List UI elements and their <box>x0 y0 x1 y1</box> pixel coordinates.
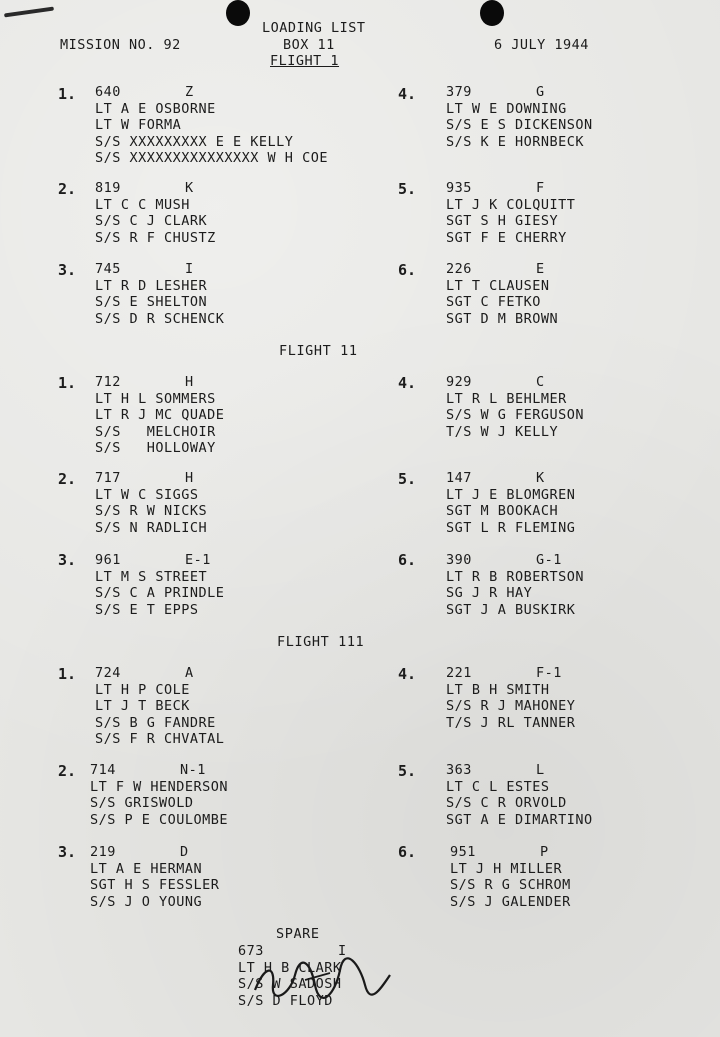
crew-member: S/S W SADOSH <box>238 976 342 992</box>
crew-member: S/S C R ORVOLD <box>446 795 567 811</box>
plane-letter: G-1 <box>536 552 562 568</box>
crew-number: 5. <box>398 762 417 780</box>
crew-member: SGT S H GIESY <box>446 213 559 229</box>
crew-member: T/S J RL TANNER <box>446 714 576 731</box>
plane-number: 219 <box>90 844 116 860</box>
plane-number: 226 <box>446 261 472 277</box>
crew-member: LT R D LESHER <box>95 277 208 294</box>
crew-member: LT H P COLE <box>95 681 190 698</box>
crew-member: S/S W G FERGUSON <box>446 407 585 423</box>
crew-member: LT W C SIGGS <box>95 486 199 503</box>
crew-number: 3. <box>58 261 77 279</box>
mission-number: MISSION NO. 92 <box>60 37 181 53</box>
crew-number: 1. <box>58 665 77 683</box>
crew-member: S/S N RADLICH <box>95 519 208 536</box>
flight-heading-3: FLIGHT 111 <box>277 634 365 650</box>
crew-member: S/S F R CHVATAL <box>95 731 225 747</box>
crew-member: SGT H S FESSLER <box>90 877 220 893</box>
crew-number: 6. <box>398 843 417 861</box>
crew-number: 2. <box>58 470 77 488</box>
crew-block <box>95 665 224 748</box>
crew-member: LT R B ROBERTSON <box>446 568 585 585</box>
crew-member: S/S D R SCHENCK <box>95 310 225 327</box>
crew-block <box>90 762 228 828</box>
crew-block <box>95 84 328 167</box>
crew-member: LT J K COLQUITT <box>446 196 576 213</box>
crew-number: 2. <box>58 180 77 198</box>
crew-number: 5. <box>398 180 417 198</box>
crew-member: LT J T BECK <box>95 698 190 714</box>
plane-number: 379 <box>446 84 472 100</box>
crew-block <box>95 374 224 457</box>
crew-member: S/S B G FANDRE <box>95 714 216 731</box>
crew-member: LT C L ESTES <box>446 778 550 795</box>
crew-member: LT R L BEHLMER <box>446 390 567 407</box>
crew-member: LT H L SOMMERS <box>95 390 216 407</box>
crew-number: 2. <box>58 762 77 780</box>
crew-member: S/S E S DICKENSON <box>446 117 593 133</box>
crew-member: LT J E BLOMGREN <box>446 486 576 503</box>
plane-number: 363 <box>446 762 472 778</box>
crew-member: LT W E DOWNING <box>446 100 567 117</box>
crew-block <box>95 180 216 246</box>
plane-number: 147 <box>446 470 472 486</box>
crew-member: LT C C MUSH <box>95 196 190 213</box>
plane-letter: I <box>185 261 194 277</box>
crew-member: S/S GRISWOLD <box>90 795 194 811</box>
crew-block <box>446 470 575 536</box>
crew-member: S/S C J CLARK <box>95 213 208 229</box>
plane-letter: I <box>338 943 347 959</box>
plane-letter: N-1 <box>180 762 206 778</box>
handwritten-signature <box>245 955 395 1000</box>
plane-number: 745 <box>95 261 121 277</box>
crew-block <box>446 374 584 440</box>
crew-member: S/S R G SCHROM <box>450 877 571 893</box>
plane-number: 712 <box>95 374 121 390</box>
plane-letter: C <box>536 374 545 390</box>
crew-block <box>95 470 207 536</box>
plane-letter: F <box>536 180 545 196</box>
plane-number: 673 <box>238 943 264 959</box>
plane-number: 714 <box>90 762 116 778</box>
crew-member: S/S J O YOUNG <box>90 893 203 910</box>
crew-member: S/S R F CHUSTZ <box>95 229 216 246</box>
crew-member: LT A E OSBORNE <box>95 100 216 117</box>
crew-block <box>95 261 224 327</box>
punch-hole <box>480 0 504 26</box>
crew-number: 6. <box>398 551 417 569</box>
crew-member: SG J R HAY <box>446 585 533 601</box>
crew-member: S/S D FLOYD <box>238 992 333 1009</box>
plane-letter: H <box>185 470 194 486</box>
crew-member: LT R J MC QUADE <box>95 407 225 423</box>
crew-member: LT A E HERMAN <box>90 860 203 877</box>
plane-letter: K <box>536 470 545 486</box>
crew-number: 1. <box>58 85 77 103</box>
flight-heading-2: FLIGHT 11 <box>279 343 358 359</box>
plane-letter: G <box>536 84 545 100</box>
crew-member: SGT J A BUSKIRK <box>446 601 576 618</box>
crew-block <box>450 844 571 910</box>
crew-member: S/S C A PRINDLE <box>95 585 225 601</box>
crew-block <box>446 762 593 828</box>
plane-letter: D <box>180 844 189 860</box>
document-title: LOADING LIST <box>262 20 366 36</box>
crew-block <box>446 665 575 731</box>
crew-member: LT W FORMA <box>95 117 182 133</box>
crew-member: S/S XXXXXXXXXXXXXXX W H COE <box>95 150 328 166</box>
crew-block <box>95 552 224 618</box>
crew-member: T/S W J KELLY <box>446 423 559 440</box>
plane-letter: H <box>185 374 194 390</box>
plane-number: 935 <box>446 180 472 196</box>
crew-member: S/S J GALENDER <box>450 893 571 910</box>
crew-number: 3. <box>58 551 77 569</box>
crew-block <box>90 844 219 910</box>
crew-block <box>446 84 593 150</box>
plane-number: 961 <box>95 552 121 568</box>
crew-member: S/S E SHELTON <box>95 294 208 310</box>
crew-member: S/S E T EPPS <box>95 601 199 618</box>
crew-member: SGT D M BROWN <box>446 310 559 327</box>
crew-member: LT T CLAUSEN <box>446 277 550 294</box>
crew-member: LT H B CLARK <box>238 959 342 976</box>
crew-block <box>446 552 584 618</box>
plane-letter: E-1 <box>185 552 211 568</box>
crew-member: S/S R J MAHONEY <box>446 698 576 714</box>
crew-member: S/S XXXXXXXXX E E KELLY <box>95 133 294 150</box>
pencil-mark <box>4 7 54 18</box>
plane-number: 717 <box>95 470 121 486</box>
crew-member: LT M S STREET <box>95 568 208 585</box>
crew-number: 5. <box>398 470 417 488</box>
crew-member: S/S P E COULOMBE <box>90 811 229 828</box>
plane-letter: E <box>536 261 545 277</box>
plane-number: 724 <box>95 665 121 681</box>
crew-member: S/S HOLLOWAY <box>95 440 216 456</box>
plane-number: 221 <box>446 665 472 681</box>
crew-member: S/S MELCHOIR <box>95 423 216 440</box>
plane-number: 951 <box>450 844 476 860</box>
plane-letter: Z <box>185 84 194 100</box>
box-number: BOX 11 <box>283 37 335 53</box>
plane-letter: P <box>540 844 549 860</box>
plane-letter: A <box>185 665 194 681</box>
crew-block <box>446 261 558 327</box>
crew-member: SGT C FETKO <box>446 294 541 310</box>
crew-member: LT J H MILLER <box>450 860 563 877</box>
crew-member: LT F W HENDERSON <box>90 778 229 795</box>
plane-number: 640 <box>95 84 121 100</box>
crew-number: 4. <box>398 665 417 683</box>
plane-number: 390 <box>446 552 472 568</box>
crew-number: 6. <box>398 261 417 279</box>
plane-letter: F-1 <box>536 665 562 681</box>
crew-number: 1. <box>58 374 77 392</box>
crew-member: S/S K E HORNBECK <box>446 133 585 150</box>
crew-member: SGT L R FLEMING <box>446 519 576 536</box>
crew-number: 4. <box>398 85 417 103</box>
plane-number: 819 <box>95 180 121 196</box>
plane-letter: K <box>185 180 194 196</box>
crew-member: SGT F E CHERRY <box>446 229 567 246</box>
plane-letter: L <box>536 762 545 778</box>
crew-member: SGT M BOOKACH <box>446 503 559 519</box>
flight-heading-1: FLIGHT 1 <box>270 53 340 69</box>
crew-number: 4. <box>398 374 417 392</box>
crew-member: LT B H SMITH <box>446 681 550 698</box>
plane-number: 929 <box>446 374 472 390</box>
punch-hole <box>226 0 250 26</box>
crew-block <box>446 180 575 246</box>
spare-heading: SPARE <box>276 926 320 942</box>
crew-member: SGT A E DIMARTINO <box>446 811 593 828</box>
crew-member: S/S R W NICKS <box>95 503 208 519</box>
crew-number: 3. <box>58 843 77 861</box>
document-date: 6 JULY 1944 <box>494 37 589 53</box>
